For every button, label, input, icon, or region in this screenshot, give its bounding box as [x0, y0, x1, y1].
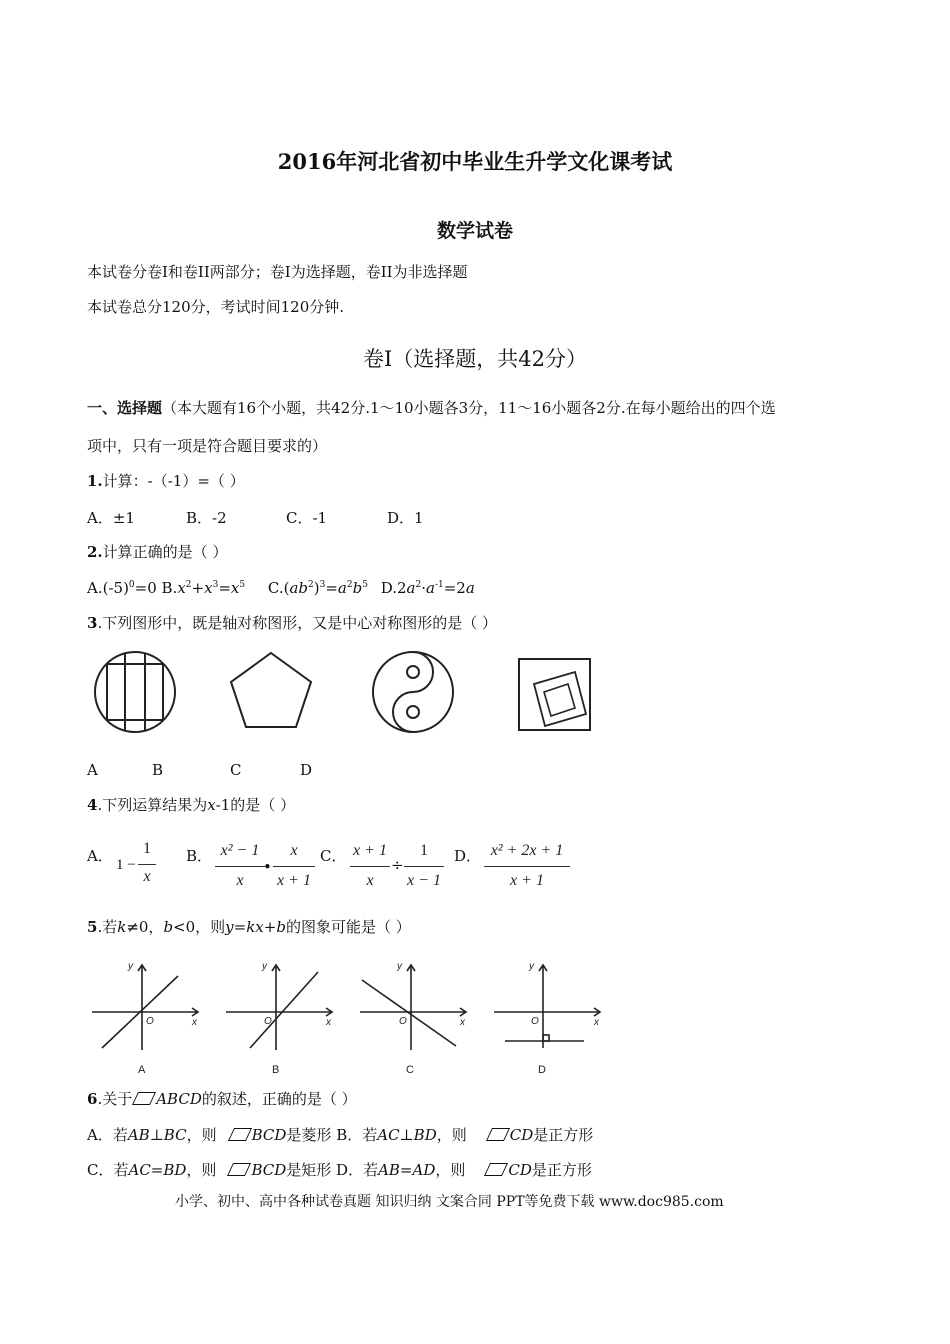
q2-number: 2. [87, 543, 103, 561]
q6-b-res: 是正方形 [533, 1126, 594, 1144]
q6-a-obj: BCD [251, 1126, 287, 1144]
q2-b-eq: = [218, 579, 231, 597]
q6-d-pre: D．若 [336, 1161, 379, 1179]
q2-c-sup3: 2 [346, 580, 353, 590]
q2-c-sup1: 2 [307, 580, 314, 590]
q3-text: .下列图形中，既是轴对称图形，又是中心对称图形的是（ ） [97, 614, 497, 632]
q2-b-sup3: 5 [239, 580, 246, 590]
q6-c-cond: AC=BD [128, 1161, 187, 1179]
q2-text: 计算正确的是（ ） [102, 543, 228, 561]
q6-b-pre: B．若 [336, 1126, 378, 1144]
q5-graph-d [494, 965, 600, 1048]
q4-a-den: x [143, 868, 151, 885]
q4-c-num2: 1 [420, 842, 428, 859]
q4-c-den2: x − 1 [407, 872, 441, 889]
q4-b-dot: • [263, 858, 272, 876]
q1-text: 计算：-（-1）=（ ） [102, 472, 245, 490]
q6-d-cond: AB=AD [378, 1161, 436, 1179]
q5-label-b: B [272, 1064, 280, 1076]
q6-d-obj: CD [508, 1161, 532, 1179]
q6-abcd: ABCD [156, 1090, 202, 1108]
q4-stem-x: x [207, 796, 216, 814]
q4-c-div: ÷ [391, 856, 404, 874]
q6-b-cond: AC⊥BD [377, 1126, 437, 1144]
q2-d-a1: a [406, 579, 416, 597]
q5-b: b [163, 918, 174, 936]
q6-d-res: 是正方形 [531, 1161, 592, 1179]
q2-d-a3: a [465, 579, 475, 597]
q5-a-origin: O [146, 1016, 154, 1027]
q4-stem-post: -1的是（ ） [215, 796, 296, 814]
q4-b-den2: x + 1 [277, 872, 311, 889]
q1-option-c: C．-1 [286, 509, 328, 527]
q4-stem-pre: .下列运算结果为 [97, 796, 208, 814]
q6-stem-pre: .关于 [97, 1090, 133, 1108]
q2-d-sup2: -1 [434, 580, 444, 590]
q2-b-sup1: 2 [185, 580, 192, 590]
exam-title: 2016年河北省初中毕业生升学文化课考试 [277, 149, 673, 174]
q5-label-c: C [406, 1064, 414, 1076]
q4-c-den1: x [366, 872, 374, 889]
q4-d-num: x² + 2x + 1 [490, 842, 564, 859]
q5-stem-post: 的图象可能是（ ） [285, 918, 411, 936]
q3-number: 3 [87, 614, 98, 632]
q2-b-x1: x [177, 579, 186, 597]
q6-stem-post: 的叙述，正确的是（ ） [201, 1090, 357, 1108]
q1-option-a: A．±1 [87, 509, 135, 527]
q5-c-x-label: x [460, 1017, 465, 1028]
q4-b-num2: x [290, 842, 298, 859]
q6-a-pre: A．若 [87, 1126, 128, 1144]
q5-stem-pre: .若 [97, 918, 118, 936]
footer-text: 小学、初中、高中各种试卷真题 知识归纳 文案合同 PPT等免费下载 www.doc985.com [175, 1194, 724, 1210]
q5-graph-b [226, 965, 332, 1050]
exam-subtitle: 数学试卷 [436, 220, 513, 242]
q2-c-ab: ab [289, 579, 308, 597]
q6-d-mid: ，则 [435, 1161, 466, 1179]
parallelogram-icon [486, 1128, 510, 1141]
section-label: 一、选择题 [87, 399, 163, 417]
q6-a-mid: ，则 [186, 1126, 217, 1144]
q2-c-sup2: 3 [319, 580, 326, 590]
q4-a-num: 1 [143, 840, 151, 857]
parallelogram-icon [132, 1092, 156, 1105]
q2-a-pre: A.(-5) [87, 579, 129, 597]
q6-b-mid: ，则 [436, 1126, 467, 1144]
note-line-1: 本试卷分卷I和卷II两部分；卷I为选择题，卷II为非选择题 [87, 263, 468, 281]
q2-d-dot: · [421, 579, 426, 597]
q6-c-res: 是矩形 [286, 1161, 332, 1179]
q4-label-d: D． [454, 847, 482, 865]
q3-label-b: B [152, 761, 164, 779]
q5-b-origin: O [264, 1016, 272, 1027]
q1-option-d: D．1 [387, 509, 424, 527]
section-desc-2: 项中，只有一项是符合题目要求的） [87, 437, 328, 455]
q2-c-close: ) [313, 579, 320, 597]
q2-c-eq: = [325, 579, 338, 597]
q4-label-b: B． [186, 847, 213, 865]
q6-c-pre: C．若 [87, 1161, 129, 1179]
q5-graph-a [92, 965, 198, 1050]
section-desc-1: （本大题有16个小题，共42分.1～10小题各3分，11～16小题各2分.在每小题给出的四个选 [162, 399, 776, 417]
q5-label-d: D [538, 1064, 546, 1076]
parallelogram-icon [484, 1163, 508, 1176]
q6-options-ab [87, 1125, 593, 1145]
q3-label-a: A [87, 761, 98, 779]
q2-d-pre: D.2 [380, 579, 407, 597]
part-title: 卷I（选择题，共42分） [362, 347, 588, 371]
q4-b-num1: x² − 1 [220, 842, 260, 859]
q2-c-b: b [352, 579, 363, 597]
q1-option-b: B．-2 [186, 509, 227, 527]
note-line-2: 本试卷总分120分，考试时间120分钟. [87, 298, 345, 316]
q2-b-x2: x [204, 579, 213, 597]
q4-number: 4 [87, 796, 98, 814]
q5-equation: y=kx+b [225, 918, 286, 936]
q5-ne: ≠0， [126, 918, 164, 936]
q5-label-a: A [138, 1064, 146, 1076]
q6-stem [87, 1089, 357, 1109]
q5-d-x-label: x [594, 1017, 599, 1028]
q6-c-mid: ，则 [186, 1161, 217, 1179]
q2-a-post: =0 B. [134, 579, 178, 597]
q5-graph-c [360, 965, 466, 1050]
q4-c-num1: x + 1 [353, 842, 387, 859]
q5-d-y-label: y [529, 961, 534, 972]
parallelogram-icon [228, 1128, 252, 1141]
q5-b-x-label: x [326, 1017, 331, 1028]
q1-number: 1. [87, 472, 103, 490]
q5-c-origin: O [399, 1016, 407, 1027]
q5-k: k [117, 918, 127, 936]
q2-d-sup1: 2 [415, 580, 422, 590]
q6-c-obj: BCD [251, 1161, 287, 1179]
parallelogram-icon [227, 1163, 251, 1176]
q5-a-x-label: x [192, 1017, 197, 1028]
q2-d-eq: =2 [443, 579, 466, 597]
q6-a-res: 是菱形 [286, 1126, 332, 1144]
q5-b-y-label: y [262, 961, 267, 972]
q2-d-a2: a [425, 579, 435, 597]
q4-label-c: C． [320, 847, 347, 865]
q4-a-whole: 1 − [116, 857, 136, 873]
q5-number: 5 [87, 918, 98, 936]
q2-b-sup2: 3 [212, 580, 219, 590]
q6-a-cond: AB⊥BC [127, 1126, 187, 1144]
q3-label-c: C [230, 761, 242, 779]
q3-label-d: D [300, 761, 313, 779]
q2-c-pre: C.( [267, 579, 290, 597]
q6-number: 6 [87, 1090, 98, 1108]
q2-c-sup4: 5 [362, 580, 368, 590]
q6-b-obj: CD [509, 1126, 534, 1144]
q4-label-a: A． [87, 847, 113, 865]
q2-a-sup: 0 [128, 580, 135, 590]
q6-options-cd [87, 1160, 592, 1180]
q2-c-a: a [337, 579, 347, 597]
q5-lt: <0，则 [173, 918, 226, 936]
q4-d-den: x + 1 [510, 872, 544, 889]
q5-d-origin: O [531, 1016, 539, 1027]
q5-a-y-label: y [128, 961, 133, 972]
q2-b-plus: + [191, 579, 205, 597]
q5-c-y-label: y [397, 961, 402, 972]
q2-b-x3: x [230, 579, 240, 597]
q4-b-den1: x [236, 872, 244, 889]
